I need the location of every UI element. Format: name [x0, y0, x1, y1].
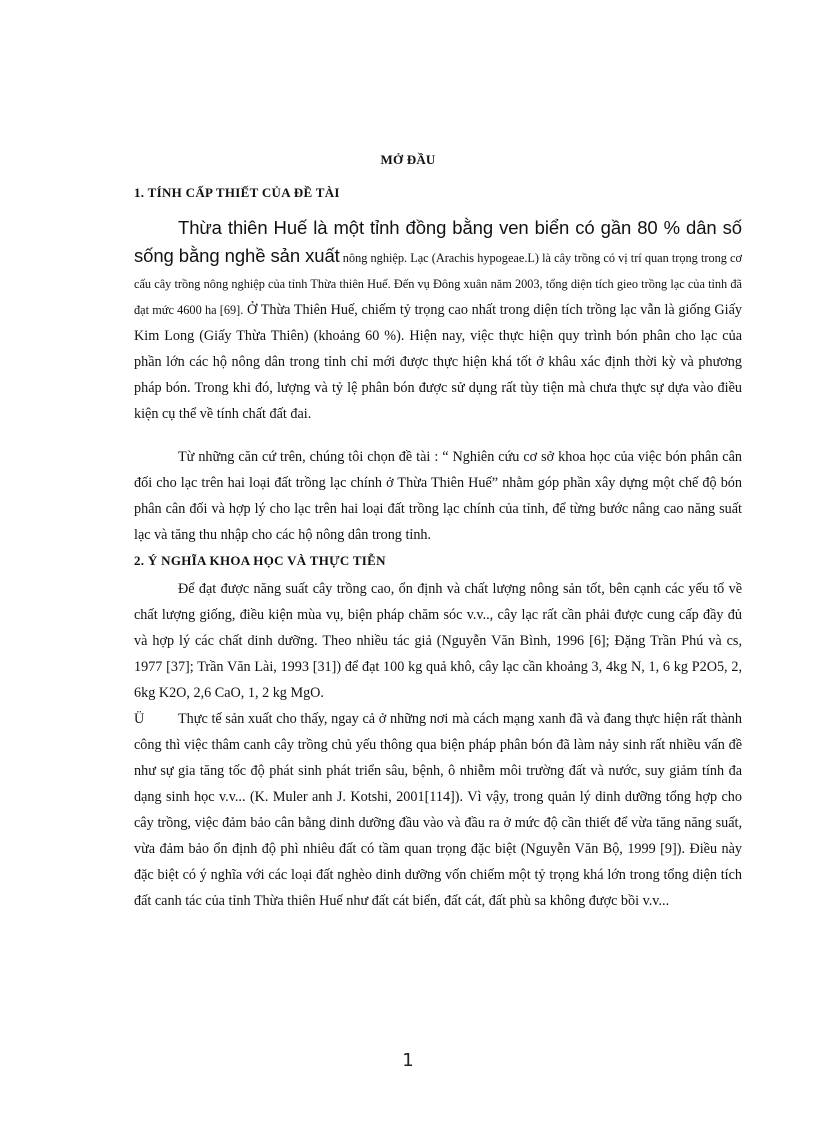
- page-number: 1: [402, 1050, 414, 1071]
- paragraph-4-text: Thực tế sản xuất cho thấy, ngay cả ở những nơi mà cách mạng xanh đã và đang thực hiện rất thành công thì việc thâm canh cây trồng chủ yếu thông qua biện pháp phân bón đã làm nảy sinh rất nhiều vấn đề như sự gia tăng tốc độ phát sinh phát triển sâu, bệnh, ô nhiễm môi trường đất và nước, suy giảm tính đa dạng sinh học v.v... (K. Muler anh J. Kotshi, 2001[114]). Vì vậy, trong quản lý dinh dưỡng tổng hợp cho cây trồng, việc đảm bảo cân bằng dinh dưỡng đầu vào và đầu ra ở mức độ cần thiết để vừa tăng năng suất, vừa đảm bảo ổn định độ phì nhiêu đất có tầm quan trọng đặc biệt (Nguyễn Văn Bộ, 1999 [9]). Điều này đặc biệt có ý nghĩa với các loại đất nghèo dinh dưỡng vốn chiếm một tỷ trọng khá lớn trong tổng diện tích đất canh tác của tỉnh Thừa thiên Huế như đất cát biển, đất cát, đất phù sa không được bồi v.v...: [134, 711, 742, 909]
- section-heading-1: 1. TÍNH CẤP THIẾT CỦA ĐỀ TÀI: [134, 185, 340, 200]
- paragraph-1-small-text: nông nghiệp. Lạc (Arachis hypogeae.L) là cây trồng có vị trí quan trọng trong cơ cấu cây trồng nông nghiệp của tỉnh Thừa thiên Huế. Đến vụ Đông xuân năm 2003, tổng diện tích gieo trồng lạc của tỉnh đã đạt mức 4600 ha [69].: [134, 251, 742, 317]
- paragraph-2: Từ những căn cứ trên, chúng tôi chọn đề tài : “ Nghiên cứu cơ sở khoa học của việc bón phân cân đối cho lạc trên hai loại đất trồng lạc chính ở Thừa Thiên Huế” nhằm góp phần xây dựng một chế độ bón phân cân đối và hợp lý cho lạc trên hai loại đất trồng lạc chính của tỉnh, để từng bước nâng cao năng suất lạc và tăng thu nhập cho các hộ nông dân trong tỉnh.: [134, 449, 742, 543]
- paragraph-4: [134, 706, 742, 914]
- section-heading-2: 2. Ý NGHĨA KHOA HỌC VÀ THỰC TIỄN: [134, 553, 386, 568]
- paragraph-4-marker: Ü: [134, 711, 145, 727]
- page-title: MỞ ĐẦU: [380, 152, 436, 167]
- paragraph-1-large-text: Thừa thiên Huế là một tỉnh đồng bằng ven biển có gần 80 % dân số sống bằng nghề sản xuất: [134, 217, 742, 266]
- paragraph-3: Để đạt được năng suất cây trồng cao, ổn định và chất lượng nông sản tốt, bên cạnh các yếu tố về chất lượng giống, điều kiện mùa vụ, biện pháp chăm sóc v.v.., cây lạc rất cần phải được cung cấp đầy đủ và hợp lý các chất dinh dưỡng. Theo nhiều tác giả (Nguyễn Văn Bình, 1996 [6]; Đặng Trần Phú và cs, 1977 [37]; Trần Văn Lài, 1993 [31]) để đạt 100 kg quả khô, cây lạc cần khoảng 3, 4kg N, 1, 6 kg P2O5, 2, 6kg K2O, 2,6 CaO, 1, 2 kg MgO.: [134, 581, 742, 701]
- paragraph-1-rest-text: Ở Thừa Thiên Huế, chiếm tỷ trọng cao nhất trong diện tích trồng lạc vẫn là giống Giấy Kim Long (Giấy Thừa Thiên) (khoảng 60 %). Hiện nay, việc thực hiện quy trình bón phân cho lạc của phần lớn các hộ nông dân trong tỉnh chỉ mới được thực hiện khá tốt ở khâu xác định thời kỳ và phương pháp bón. Trong khi đó, lượng và tỷ lệ phân bón được sử dụng rất tùy tiện mà chưa thực sự dựa vào điều kiện cụ thể về tính chất đất đai.: [134, 302, 742, 422]
- paragraph-1: [134, 215, 742, 427]
